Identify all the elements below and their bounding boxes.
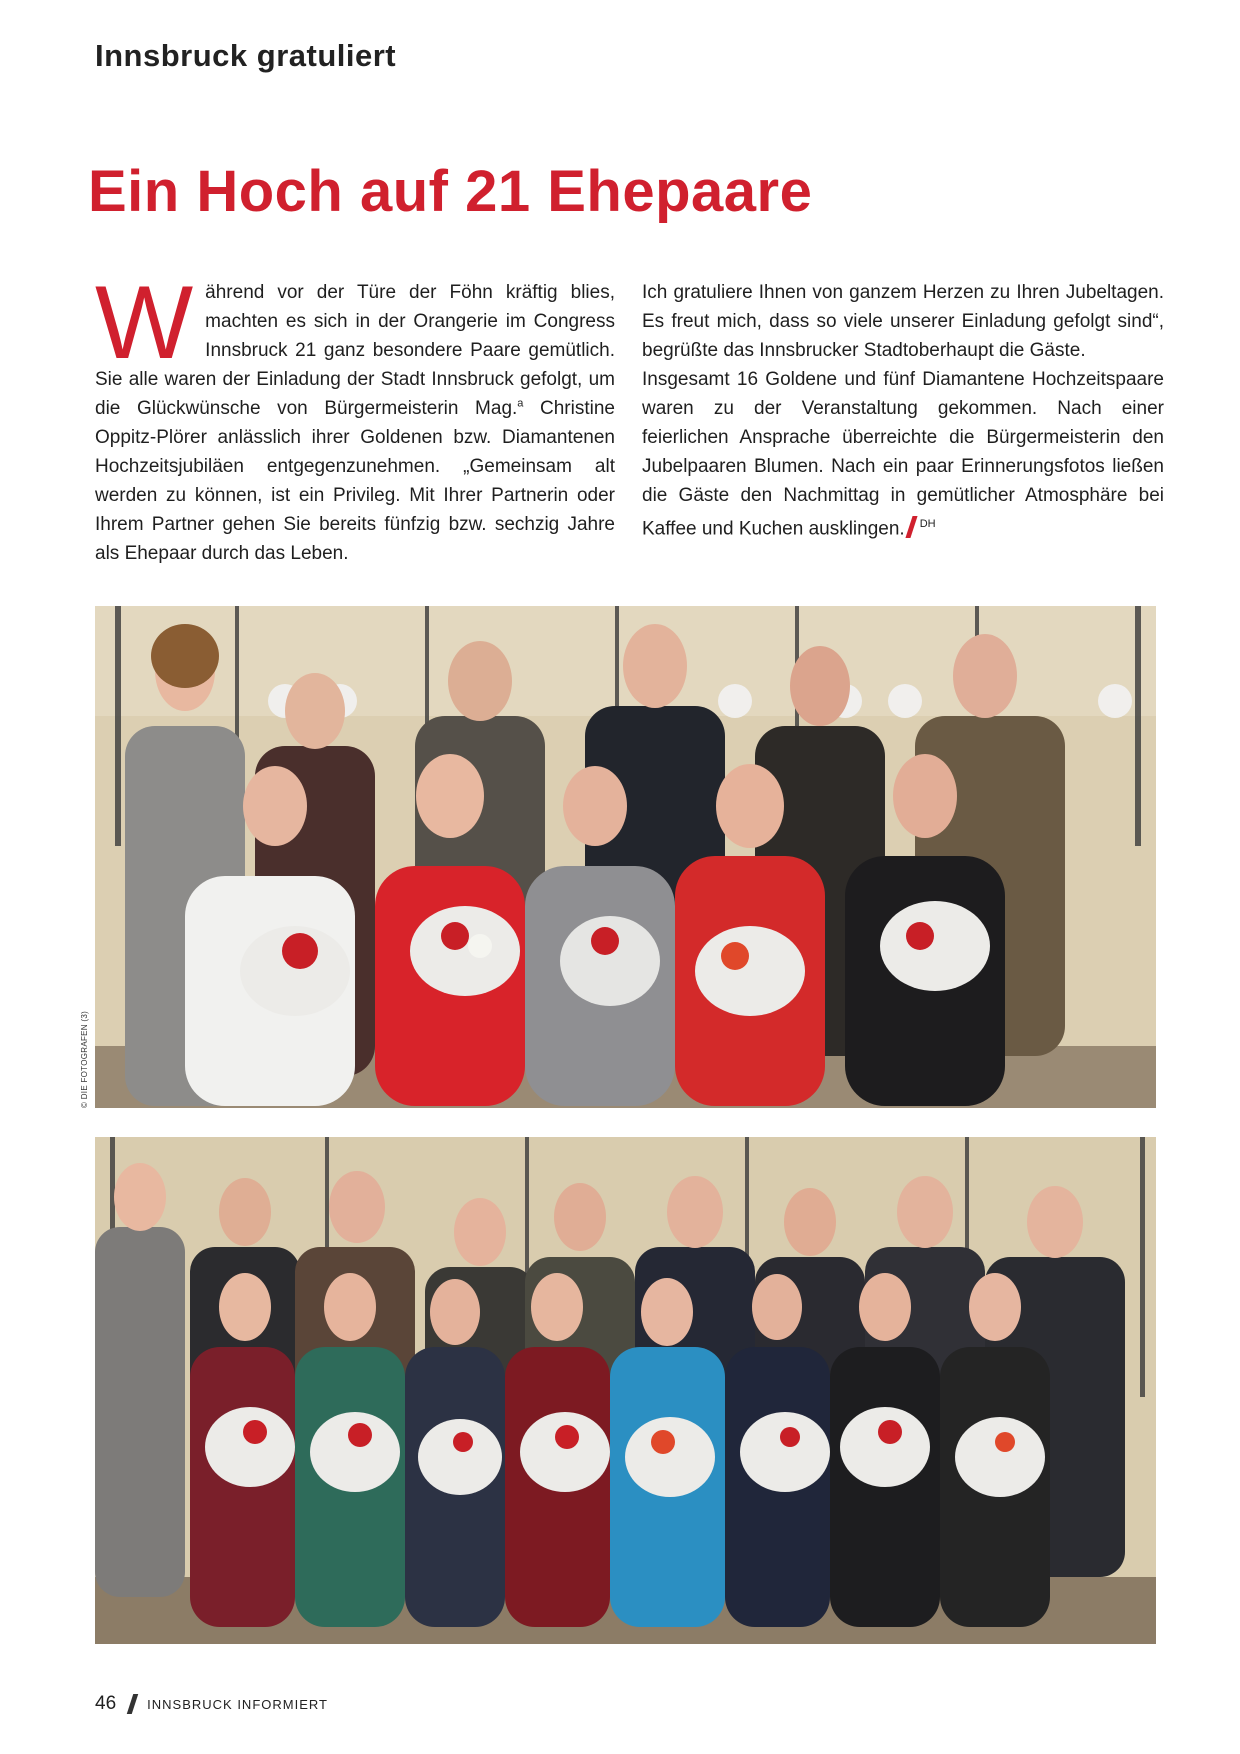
article-column-left bbox=[95, 265, 615, 568]
paragraph-1 bbox=[95, 265, 615, 568]
group-photo-2 bbox=[95, 1137, 1156, 1644]
superscript-a: a bbox=[517, 397, 524, 410]
author-initials: DH bbox=[919, 518, 936, 530]
paragraph-2: Ich gratuliere Ihnen von ganzem Herzen zu Ihren Jubeltagen. Es freut mich, dass so viele unserer Einladung gefolgt sind“, begrüßte das Innsbrucker Stadtoberhaupt die Gäste. bbox=[642, 282, 1164, 361]
group-photo-1 bbox=[95, 606, 1156, 1108]
headline: Ein Hoch auf 21 Ehepaare bbox=[88, 159, 813, 224]
dropcap: W bbox=[95, 265, 194, 381]
paragraph-3 bbox=[642, 365, 1164, 543]
section-title: Innsbruck gratuliert bbox=[95, 38, 397, 73]
photo-credit: © DIE FOTOGRAFEN (3) bbox=[80, 1010, 89, 1108]
article-column-right bbox=[642, 278, 1164, 543]
group-photo-1-image bbox=[95, 606, 1156, 1108]
paragraph-3-text: Insgesamt 16 Goldene und fünf Diamantene Hochzeitspaare waren zu der Veranstaltung gekommen. Nach einer feierlichen Ansprache überreichte die Bürgermeisterin den Jubelpaaren Blumen. Nach ein paar Erinnerungsfotos ließen die Gäste den Nachmittag in gemütlicher Atmosphäre bei Kaffee und Kuchen ausklingen. bbox=[642, 369, 1164, 540]
end-mark-icon bbox=[905, 516, 917, 538]
footer-slash-icon bbox=[127, 1694, 138, 1714]
group-photo-2-image bbox=[95, 1137, 1156, 1644]
magazine-name: INNSBRUCK INFORMIERT bbox=[147, 1696, 328, 1712]
paragraph-1-part-a: ährend vor der Türe der Föhn kräftig blies, machten es sich in der Orangerie im Congress Innsbruck 21 ganz besondere Paare gemütlich. Sie alle waren der Einladung der Stadt Innsbruck gefolgt, um die Glückwünsche von Bürgermeisterin Mag. bbox=[95, 282, 615, 419]
page-number: 46 bbox=[95, 1693, 117, 1714]
paragraph-1-part-b: Christine Oppitz-Plörer anlässlich ihrer Goldenen bzw. Diamantenen Hochzeitsjubiläen entgegenzunehmen. „Gemeinsam alt werden zu können, ist ein Privileg. Mit Ihrer Partnerin oder Ihrem Partner gehen Sie bereits fünfzig bzw. sechzig Jahre als Ehepaar durch das Leben. bbox=[95, 398, 615, 564]
footer bbox=[95, 1693, 328, 1715]
